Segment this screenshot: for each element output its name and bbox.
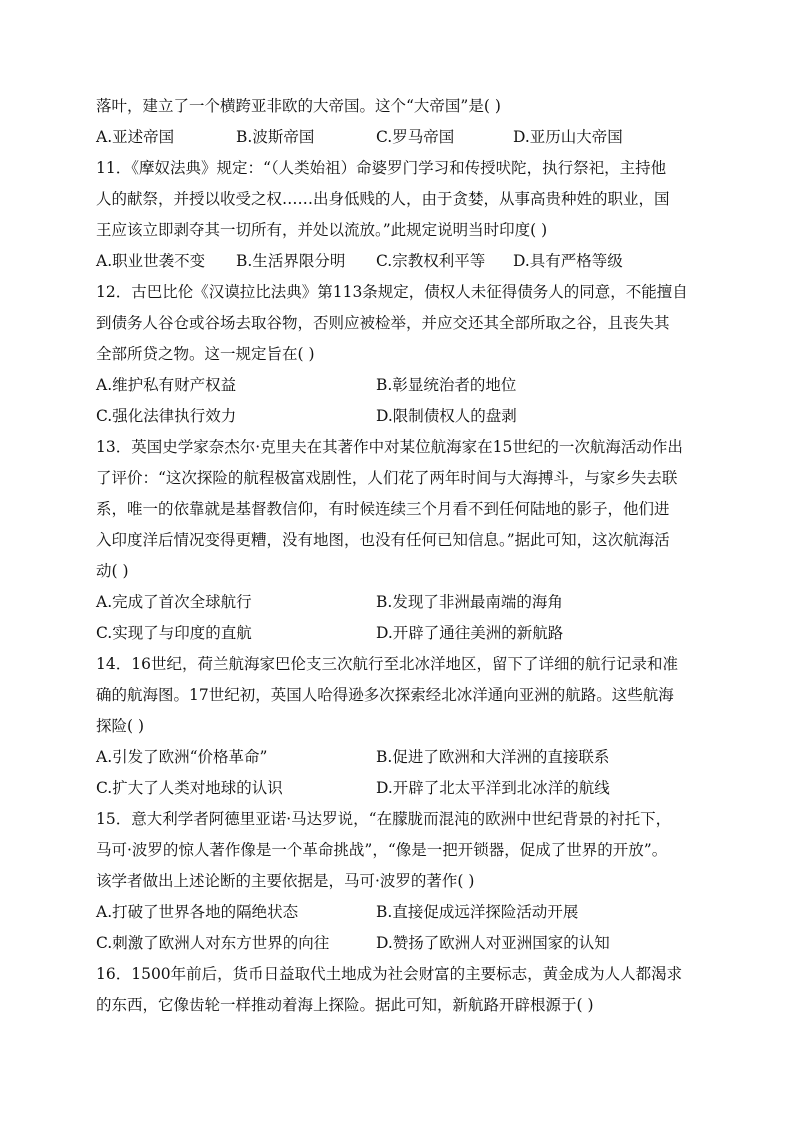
q14-option-d[interactable]: D.开辟了北太平洋到北冰洋的航线: [376, 779, 610, 797]
q14-stem-line: 14．16世纪，荷兰航海家巴伦支三次航行至北冰洋地区，留下了详细的航行记录和准: [96, 655, 678, 673]
q16-stem-line: 16．1500年前后，货币日益取代土地成为社会财富的主要标志，黄金成为人人都渴求: [96, 965, 683, 983]
q14-option-b[interactable]: B.促进了欧洲和大洋洲的直接联系: [376, 748, 610, 766]
q11-option-c[interactable]: C.宗教权利平等: [376, 252, 486, 270]
q13-option-b[interactable]: B.发现了非洲最南端的海角: [376, 593, 563, 611]
q12-option-b[interactable]: B.彰显统治者的地位: [376, 376, 517, 394]
q14-option-a[interactable]: A.引发了欧洲“价格革命”: [96, 748, 268, 766]
q13-stem-line: 动( ): [96, 562, 129, 580]
q15-option-a[interactable]: A.打破了世界各地的隔绝状态: [96, 903, 299, 921]
q13-option-a[interactable]: A.完成了首次全球航行: [96, 593, 252, 611]
q15-option-c[interactable]: C.刺激了欧洲人对东方世界的向往: [96, 934, 330, 952]
q10-stem-line: 落叶，建立了一个横跨亚非欧的大帝国。这个“大帝国”是( ): [96, 97, 501, 115]
q15-option-d[interactable]: D.赞扬了欧洲人对亚洲国家的认知: [376, 934, 610, 952]
q13-stem-line: 了评价：“这次探险的航程极富戏剧性，人们花了两年时间与大海搏斗，与家乡失去联: [96, 469, 678, 487]
q11-stem-line: 人的献祭，并授以收受之权……出身低贱的人，由于贪婪，从事高贵种姓的职业，国: [96, 190, 670, 208]
q13-option-c[interactable]: C.实现了与印度的直航: [96, 624, 252, 642]
q12-option-a[interactable]: A.维护私有财产权益: [96, 376, 237, 394]
q11-option-d[interactable]: D.具有严格等级: [513, 252, 623, 270]
q14-stem-line: 确的航海图。17世纪初，英国人哈得逊多次探索经北冰洋通向亚洲的航路。这些航海: [96, 686, 674, 704]
q12-stem-line: 12．古巴比伦《汉谟拉比法典》第113条规定，债权人未征得债务人的同意，不能擅自: [96, 283, 688, 301]
q11-stem-line: 11．《摩奴法典》规定：“（人类始祖）命婆罗门学习和传授吠陀，执行祭祀，主持他: [96, 159, 667, 177]
q12-stem-line: 全部所贷之物。这一规定旨在( ): [96, 345, 315, 363]
q12-option-c[interactable]: C.强化法律执行效力: [96, 407, 237, 425]
q13-stem-line: 13．英国史学家奈杰尔·克里夫在其著作中对某位航海家在15世纪的一次航海活动作出: [96, 438, 683, 456]
q11-stem-line: 王应该立即剥夺其一切所有，并处以流放。”此规定说明当时印度( ): [96, 221, 548, 239]
q15-option-b[interactable]: B.直接促成远洋探险活动开展: [376, 903, 579, 921]
q13-stem-line: 入印度洋后情况变得更糟，没有地图，也没有任何已知信息。”据此可知，这次航海活: [96, 531, 670, 549]
q13-stem-line: 系，唯一的依靠就是基督教信仰，有时候连续三个月看不到任何陆地的影子，他们进: [96, 500, 670, 518]
q10-option-c[interactable]: C.罗马帝国: [376, 128, 455, 146]
q16-stem-line: 的东西，它像齿轮一样推动着海上探险。据此可知，新航路开辟根源于( ): [96, 996, 594, 1014]
q15-stem-line: 该学者做出上述论断的主要依据是，马可·波罗的著作( ): [96, 872, 475, 890]
q10-option-b[interactable]: B.波斯帝国: [236, 128, 315, 146]
q12-stem-line: 到债务人谷仓或谷场去取谷物，否则应被检举，并应交还其全部所取之谷，且丧失其: [96, 314, 670, 332]
q10-option-a[interactable]: A.亚述帝国: [96, 128, 175, 146]
q12-option-d[interactable]: D.限制债权人的盘剥: [376, 407, 517, 425]
q14-option-c[interactable]: C.扩大了人类对地球的认识: [96, 779, 283, 797]
q15-stem-line: 马可·波罗的惊人著作像是一个革命挑战”，“像是一把开锁器，促成了世界的开放”。: [96, 841, 668, 859]
q13-option-d[interactable]: D.开辟了通往美洲的新航路: [376, 624, 564, 642]
q15-stem-line: 15．意大利学者阿德里亚诺·马达罗说，“在朦胧而混沌的欧洲中世纪背景的衬托下，: [96, 810, 672, 828]
q11-option-a[interactable]: A.职业世袭不变: [96, 252, 206, 270]
q11-option-b[interactable]: B.生活界限分明: [236, 252, 346, 270]
q14-stem-line: 探险( ): [96, 717, 145, 735]
q10-option-d[interactable]: D.亚历山大帝国: [513, 128, 623, 146]
